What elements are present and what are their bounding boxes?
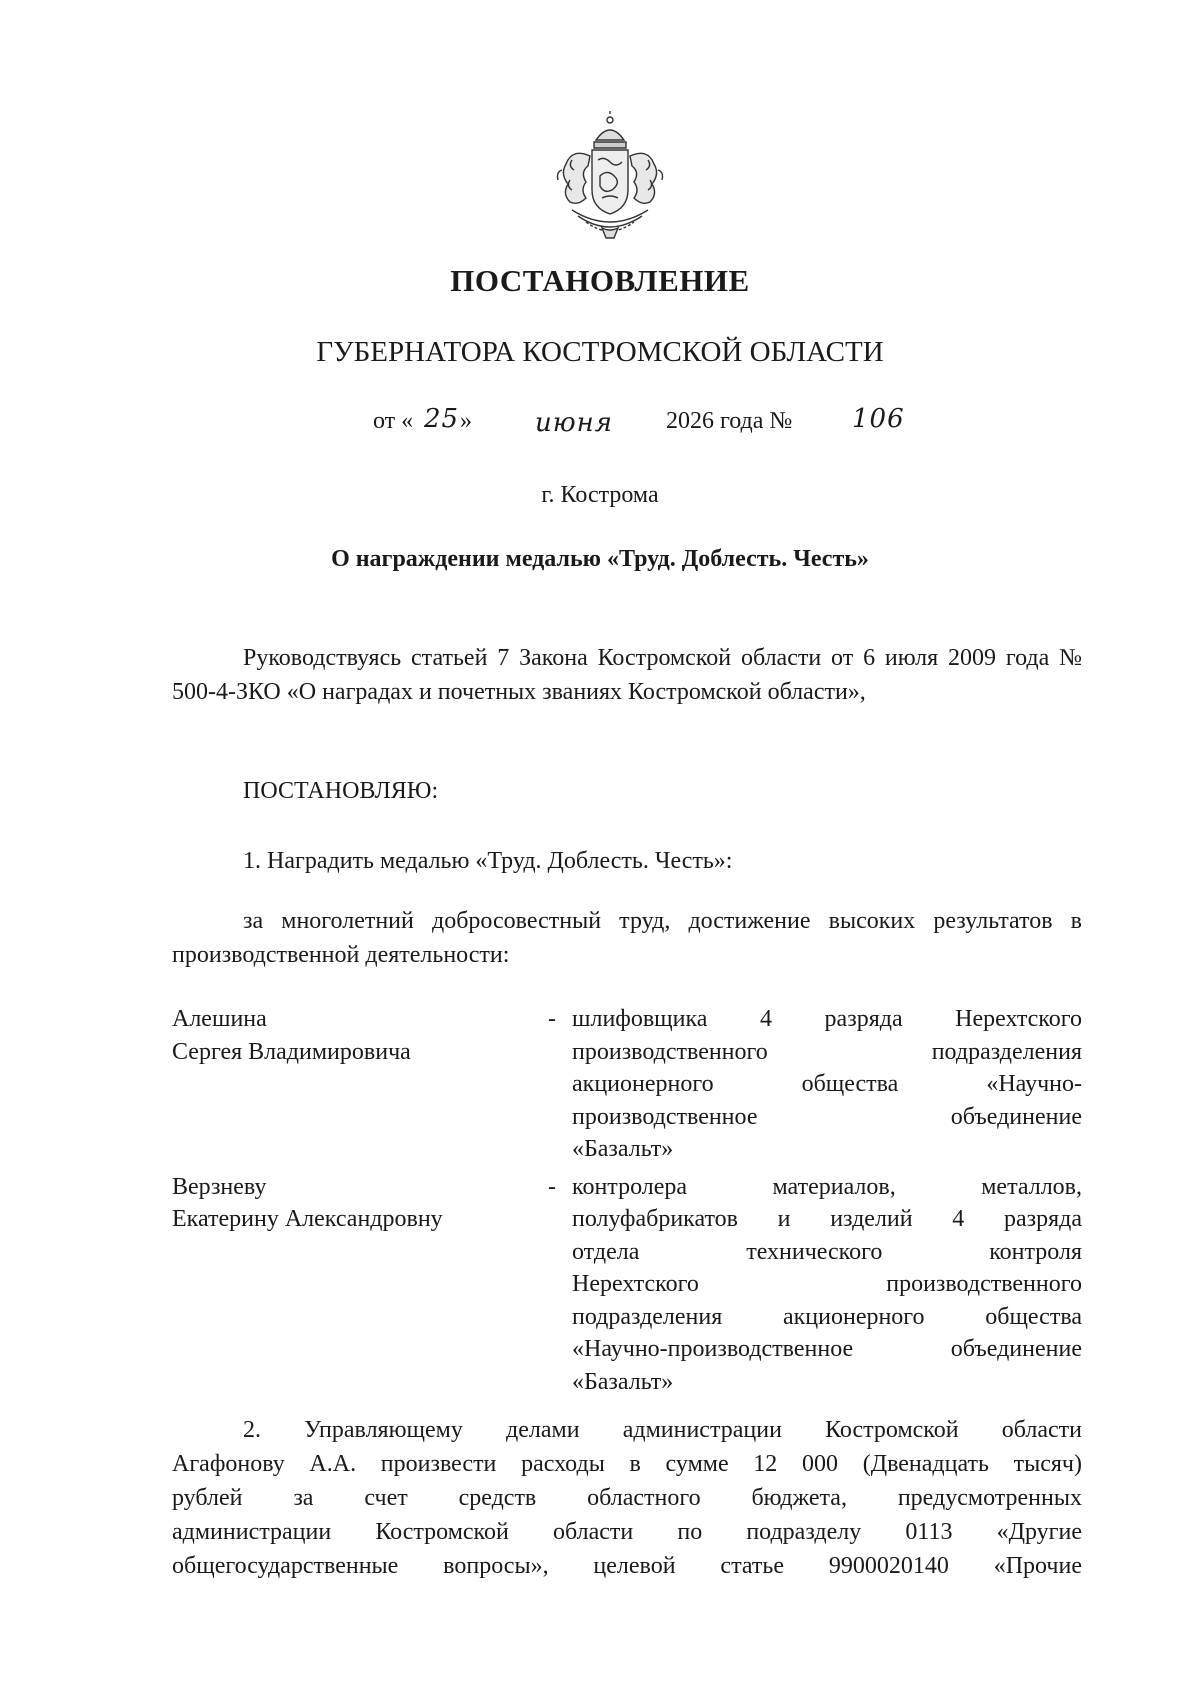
recipient-dash: - bbox=[548, 1173, 556, 1200]
position-line: шлифовщика 4 разряда Нерехтского bbox=[572, 1006, 1082, 1032]
recipient-name bbox=[172, 1003, 532, 1068]
item-2 bbox=[172, 1413, 1082, 1583]
issuer-line: ГУБЕРНАТОРА КОСТРОМСКОЙ ОБЛАСТИ bbox=[316, 336, 884, 368]
item-2-line: 2. Управляющему делами администрации Костромской области bbox=[243, 1417, 1082, 1443]
recipient-surname: Алешина bbox=[172, 1006, 267, 1032]
position-line: полуфабрикатов и изделий 4 разряда bbox=[572, 1206, 1082, 1232]
position-line: производственное объединение bbox=[572, 1103, 1082, 1130]
recipient-surname: Верзневу bbox=[172, 1173, 267, 1200]
item-2-line: Агафонову А.А. произвести расходы в сумме 12 000 (Двенадцать тысяч) bbox=[172, 1451, 1082, 1477]
handwritten-number: 106 bbox=[852, 404, 905, 434]
position-line: подразделения акционерного общества bbox=[572, 1303, 1082, 1330]
recipient-dash: - bbox=[548, 1006, 556, 1032]
coat-of-arms-icon bbox=[542, 110, 678, 246]
handwritten-day: 25 bbox=[424, 404, 460, 434]
recipient-entry bbox=[172, 1171, 1082, 1399]
decree-word: ПОСТАНОВЛЯЮ: bbox=[243, 778, 439, 804]
item-2-line: рублей за счет средств областного бюджета, предусмотренных bbox=[172, 1485, 1082, 1511]
recipient-entry bbox=[172, 1003, 1082, 1166]
date-year: 2026 года № bbox=[666, 408, 793, 434]
position-line: отдела технического контроля bbox=[572, 1238, 1082, 1265]
position-line: Нерехтского производственного bbox=[572, 1271, 1082, 1297]
document-title: ПОСТАНОВЛЕНИЕ bbox=[450, 263, 750, 298]
item-1: 1. Наградить медалью «Труд. Доблесть. Честь»: bbox=[243, 848, 733, 874]
position-line: акционерного общества «Научно- bbox=[572, 1071, 1082, 1097]
recipients-list bbox=[172, 1003, 1082, 1398]
item-1-reason: за многолетний добросовестный труд, достижение высоких результатов в производственной деятельности: bbox=[172, 908, 1082, 968]
preamble-paragraph: Руководствуясь статьей 7 Закона Костромской области от 6 июля 2009 года № 500-4-ЗКО «О наградах и почетных званиях Костромской области», bbox=[172, 645, 1082, 705]
position-line: производственного подразделения bbox=[572, 1038, 1082, 1065]
position-line: «Базальт» bbox=[572, 1368, 674, 1395]
position-line: «Научно-производственное объединение bbox=[572, 1336, 1082, 1362]
position-line: контролера материалов, металлов, bbox=[572, 1173, 1082, 1200]
document-subject: О награждении медалью «Труд. Доблесть. Честь» bbox=[331, 546, 869, 572]
recipient-given-names: Екатерину Александровну bbox=[172, 1206, 443, 1232]
handwritten-month: июня bbox=[535, 408, 613, 438]
date-number-line bbox=[0, 404, 1200, 448]
recipient-position bbox=[572, 1003, 1082, 1166]
city-line: г. Кострома bbox=[541, 482, 659, 508]
date-prefix: от « bbox=[373, 408, 414, 434]
recipient-given-names: Сергея Владимировича bbox=[172, 1038, 411, 1065]
item-2-line: администрации Костромской области по подразделу 0113 «Другие bbox=[172, 1519, 1082, 1545]
position-line: «Базальт» bbox=[572, 1136, 674, 1162]
item-2-line: общегосударственные вопросы», целевой статье 9900020140 «Прочие bbox=[172, 1553, 1082, 1579]
date-close-quote: » bbox=[460, 408, 472, 434]
recipient-position bbox=[572, 1171, 1082, 1399]
recipient-name bbox=[172, 1171, 532, 1236]
